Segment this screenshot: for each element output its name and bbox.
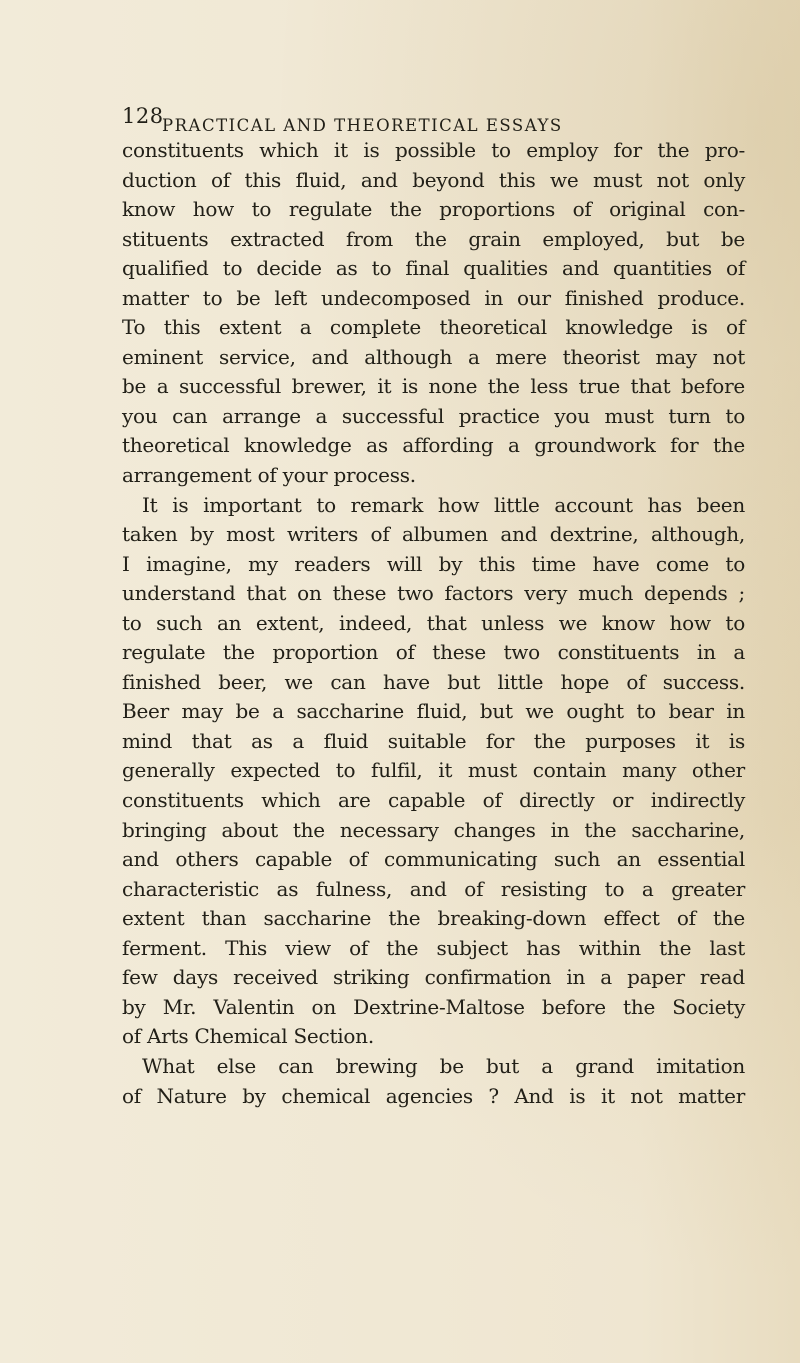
text-line: finished beer, we can have but little hope of success. — [122, 669, 745, 694]
text-line: to such an extent, indeed, that unless we know how to — [122, 610, 745, 635]
text-line: arrangement of your process. — [122, 463, 416, 488]
text-line: you can arrange a successful practice you must turn to — [122, 403, 745, 428]
text-line: constituents which it is possible to employ for the pro- — [122, 138, 745, 162]
text-line: duction of this fluid, and beyond this we must not only — [122, 167, 745, 192]
paragraph-start-line: What else can brewing be but a grand imitation — [142, 1053, 745, 1078]
page-header — [122, 104, 742, 134]
text-line: characteristic as fulness, and of resisting to a greater — [122, 876, 745, 901]
text-line: constituents which are capable of directly or indirectly — [122, 788, 745, 813]
page-number: 128 — [122, 104, 164, 128]
body-text — [122, 136, 745, 1111]
text-line: generally expected to fulfil, it must contain many other — [122, 758, 745, 783]
text-line: theoretical knowledge as affording a groundwork for the — [122, 433, 745, 458]
text-line: few days received striking confirmation in a paper read — [122, 965, 745, 990]
text-line: mind that as a fluid suitable for the purposes it is — [122, 728, 745, 753]
text-line: of Arts Chemical Section. — [122, 1024, 374, 1049]
text-line: of Nature by chemical agencies ? And is it not matter — [122, 1083, 745, 1108]
text-line: understand that on these two factors very much depends ; — [122, 581, 745, 606]
text-line: To this extent a complete theoretical knowledge is of — [122, 315, 745, 340]
text-line: extent than saccharine the breaking-down effect of the — [122, 906, 745, 931]
text-line: qualified to decide as to final qualities and quantities of — [122, 256, 745, 281]
text-line: taken by most writers of albumen and dextrine, although, — [122, 522, 745, 547]
text-line: Beer may be a saccharine fluid, but we ought to bear in — [122, 699, 745, 724]
paragraph-start-line: It is important to remark how little account has been — [142, 492, 745, 517]
running-head: PRACTICAL AND THEORETICAL ESSAYS — [162, 116, 563, 135]
text-line: regulate the proportion of these two constituents in a — [122, 640, 745, 665]
text-line: eminent service, and although a mere theorist may not — [122, 344, 745, 369]
text-line: by Mr. Valentin on Dextrine-Maltose before the Society — [122, 994, 745, 1019]
text-line: be a successful brewer, it is none the less true that before — [122, 374, 745, 399]
text-line: I imagine, my readers will by this time have come to — [122, 551, 745, 576]
text-line: matter to be left undecomposed in our finished produce. — [122, 285, 745, 310]
text-line: know how to regulate the proportions of original con- — [122, 197, 745, 222]
text-line: ferment. This view of the subject has within the last — [122, 935, 745, 960]
text-line: and others capable of communicating such an essential — [122, 847, 745, 872]
text-line: bringing about the necessary changes in the saccharine, — [122, 817, 745, 842]
text-line: stituents extracted from the grain employed, but be — [122, 226, 745, 251]
